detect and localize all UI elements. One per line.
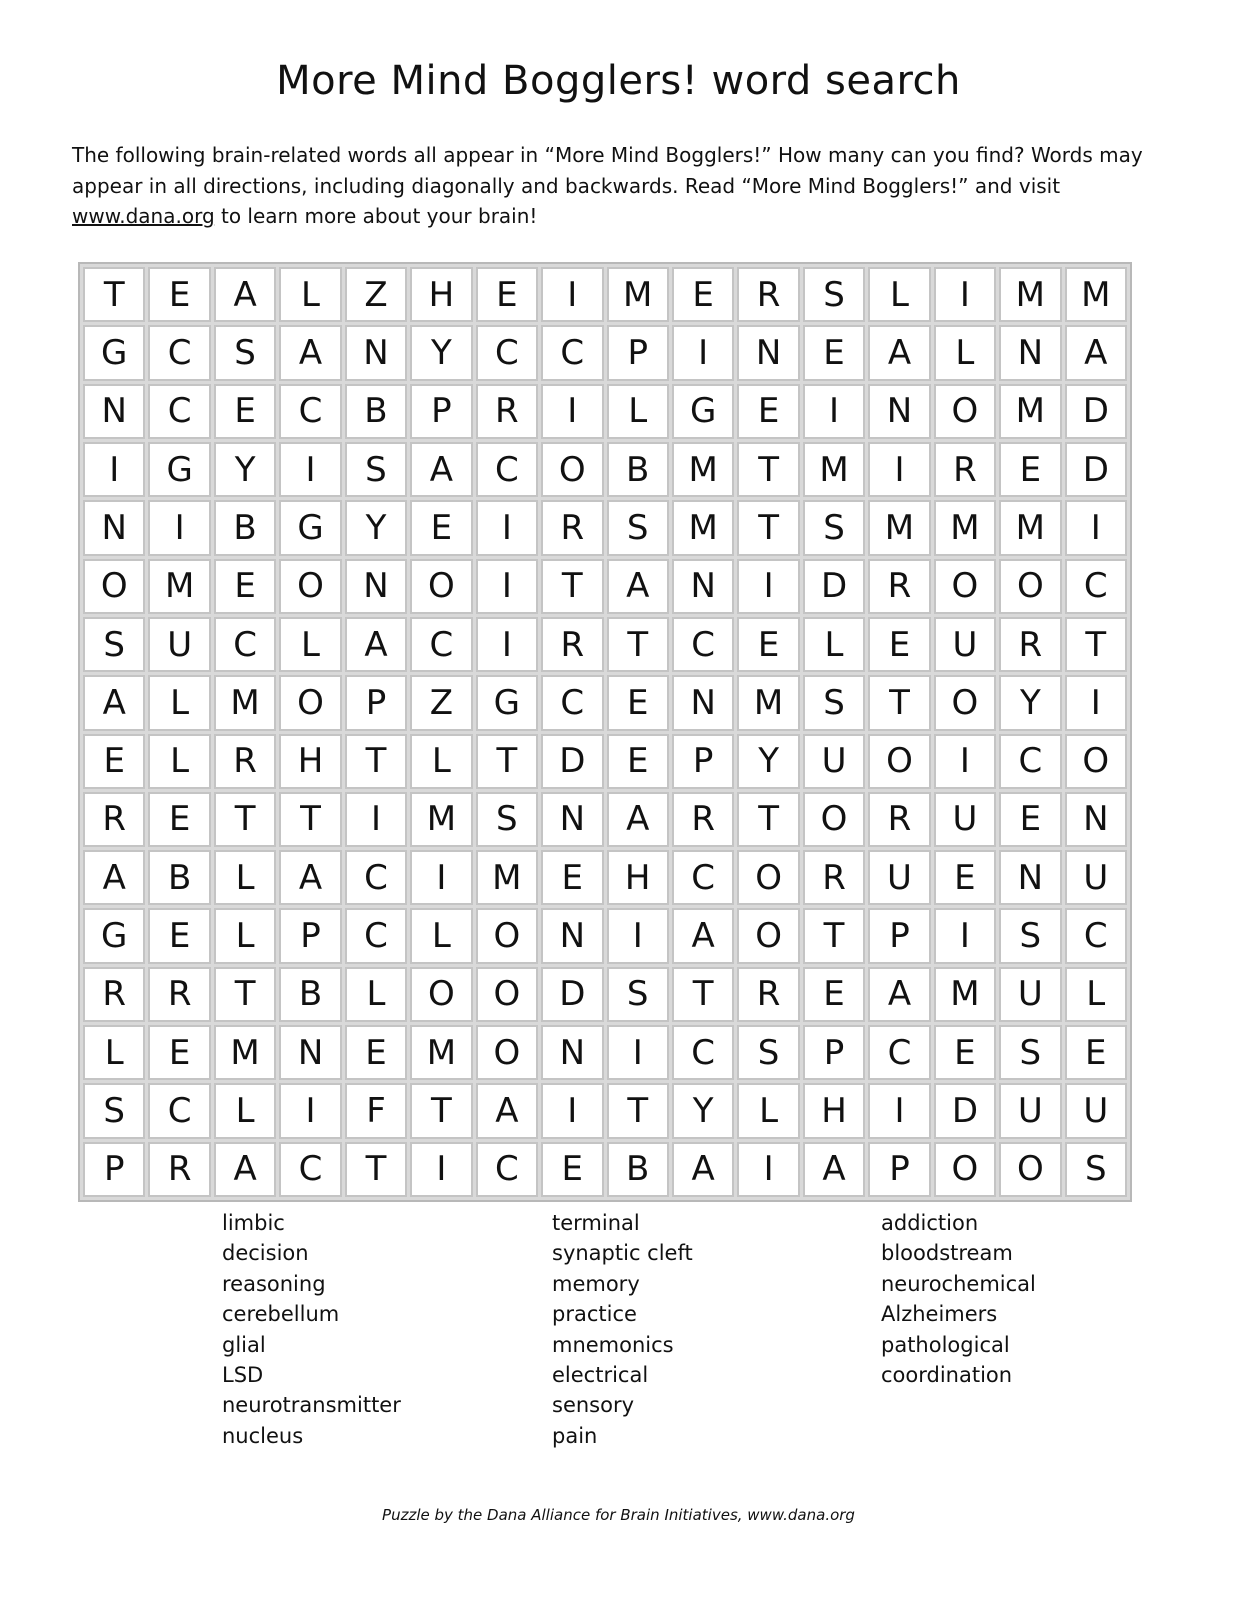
grid-cell[interactable]: E [1065, 1025, 1127, 1080]
grid-cell[interactable]: I [148, 500, 210, 555]
grid-cell[interactable]: M [868, 500, 930, 555]
grid-cell[interactable]: M [607, 267, 669, 322]
grid-cell[interactable]: S [1065, 1142, 1127, 1197]
grid-cell[interactable]: O [737, 850, 799, 905]
grid-cell[interactable]: E [83, 734, 145, 789]
grid-cell[interactable]: L [279, 267, 341, 322]
word-list-item: cerebellum [222, 1302, 340, 1327]
grid-cell[interactable]: S [83, 617, 145, 672]
grid-cell[interactable]: M [999, 384, 1061, 439]
grid-cell[interactable]: I [410, 850, 472, 905]
grid-cell[interactable]: M [1065, 267, 1127, 322]
grid-cell[interactable]: T [737, 500, 799, 555]
grid-cell[interactable]: L [410, 734, 472, 789]
grid-cell[interactable]: O [999, 559, 1061, 614]
grid-cell[interactable]: L [410, 908, 472, 963]
grid-cell[interactable]: L [934, 325, 996, 380]
grid-cell[interactable]: D [1065, 442, 1127, 497]
grid-cell[interactable]: T [279, 792, 341, 847]
grid-cell[interactable]: R [934, 442, 996, 497]
grid-cell[interactable]: N [672, 675, 734, 730]
word-list-item: terminal [552, 1211, 640, 1235]
grid-cell[interactable]: S [999, 1025, 1061, 1080]
grid-cell[interactable]: I [83, 442, 145, 497]
grid-cell[interactable]: O [1065, 734, 1127, 789]
grid-cell[interactable]: N [868, 384, 930, 439]
grid-cell[interactable]: L [148, 675, 210, 730]
grid-cell[interactable]: R [148, 1142, 210, 1197]
grid-cell[interactable]: C [214, 617, 276, 672]
grid-cell[interactable]: P [410, 384, 472, 439]
grid-cell[interactable]: P [868, 908, 930, 963]
grid-cell[interactable]: G [83, 908, 145, 963]
grid-cell[interactable]: R [83, 792, 145, 847]
grid-cell[interactable]: Z [410, 675, 472, 730]
instructions [72, 140, 1172, 232]
grid-cell[interactable]: U [999, 967, 1061, 1022]
grid-cell[interactable]: P [607, 325, 669, 380]
word-list-item: nucleus [222, 1423, 304, 1448]
grid-cell[interactable]: Y [999, 675, 1061, 730]
grid-cell[interactable]: O [934, 384, 996, 439]
grid-cell[interactable]: C [541, 325, 603, 380]
grid-cell[interactable]: I [410, 1142, 472, 1197]
grid-cell[interactable]: S [607, 967, 669, 1022]
grid-cell[interactable]: C [148, 325, 210, 380]
grid-cell[interactable]: E [148, 267, 210, 322]
grid-cell[interactable]: O [737, 908, 799, 963]
grid-cell[interactable]: N [541, 908, 603, 963]
grid-cell[interactable]: M [410, 1025, 472, 1080]
grid-cell[interactable]: E [803, 325, 865, 380]
grid-cell[interactable]: L [214, 850, 276, 905]
word-list-item: practice [552, 1302, 637, 1327]
grid-cell[interactable]: O [868, 734, 930, 789]
grid-cell[interactable]: M [934, 967, 996, 1022]
grid-cell[interactable]: A [868, 967, 930, 1022]
grid-cell[interactable]: R [476, 384, 538, 439]
grid-cell[interactable]: N [672, 559, 734, 614]
grid-cell[interactable]: O [934, 559, 996, 614]
grid-cell[interactable]: N [1065, 792, 1127, 847]
grid-cell[interactable]: N [83, 500, 145, 555]
grid-cell[interactable]: U [1065, 1083, 1127, 1138]
grid-cell[interactable]: C [410, 617, 472, 672]
grid-cell[interactable]: M [214, 1025, 276, 1080]
grid-cell[interactable]: L [803, 617, 865, 672]
grid-cell[interactable]: M [672, 500, 734, 555]
grid-cell[interactable]: R [214, 734, 276, 789]
grid-cell[interactable]: A [476, 1083, 538, 1138]
grid-cell[interactable]: C [279, 384, 341, 439]
grid-cell[interactable]: T [607, 617, 669, 672]
grid-cell[interactable]: U [1065, 850, 1127, 905]
grid-cell[interactable]: P [803, 1025, 865, 1080]
word-list-item: LSD [222, 1363, 264, 1388]
grid-cell[interactable]: I [868, 1083, 930, 1138]
grid-cell[interactable]: D [803, 559, 865, 614]
grid-cell[interactable]: N [999, 850, 1061, 905]
grid-cell[interactable]: C [672, 1025, 734, 1080]
grid-cell[interactable]: B [345, 384, 407, 439]
grid-cell[interactable]: T [737, 442, 799, 497]
grid-cell[interactable]: I [803, 384, 865, 439]
grid-cell[interactable]: H [803, 1083, 865, 1138]
grid-cell[interactable]: E [214, 384, 276, 439]
grid-cell[interactable]: M [999, 267, 1061, 322]
grid-cell[interactable]: T [476, 734, 538, 789]
word-list-item: limbic [222, 1211, 285, 1235]
grid-cell[interactable]: T [214, 792, 276, 847]
word-list-item: neurochemical [881, 1271, 1036, 1296]
grid-cell[interactable]: T [868, 675, 930, 730]
grid-cell[interactable]: R [148, 967, 210, 1022]
grid-cell[interactable]: E [607, 734, 669, 789]
word-list-item: mnemonics [552, 1332, 674, 1357]
grid-cell[interactable]: A [83, 850, 145, 905]
grid-cell[interactable]: M [999, 500, 1061, 555]
word-list-item: addiction [881, 1211, 979, 1235]
grid-cell[interactable]: I [934, 908, 996, 963]
grid-cell[interactable]: O [476, 967, 538, 1022]
grid-cell[interactable]: E [214, 559, 276, 614]
grid-cell[interactable]: C [672, 850, 734, 905]
grid-cell[interactable]: E [803, 967, 865, 1022]
grid-cell[interactable]: Y [214, 442, 276, 497]
grid-cell[interactable]: L [737, 1083, 799, 1138]
grid-cell[interactable]: E [541, 850, 603, 905]
grid-cell[interactable]: S [737, 1025, 799, 1080]
grid-cell[interactable]: M [410, 792, 472, 847]
word-list-item: pathological [881, 1332, 1010, 1357]
grid-cell[interactable]: P [279, 908, 341, 963]
grid-cell[interactable]: R [737, 967, 799, 1022]
grid-cell[interactable]: D [1065, 384, 1127, 439]
grid-cell[interactable]: B [279, 967, 341, 1022]
grid-cell[interactable]: I [868, 442, 930, 497]
grid-cell[interactable]: T [345, 734, 407, 789]
grid-cell[interactable]: P [672, 734, 734, 789]
grid-cell[interactable]: O [999, 1142, 1061, 1197]
grid-cell[interactable]: C [1065, 908, 1127, 963]
grid-cell[interactable]: E [737, 617, 799, 672]
grid-cell[interactable]: S [83, 1083, 145, 1138]
grid-cell[interactable]: E [476, 267, 538, 322]
grid-cell[interactable]: T [83, 267, 145, 322]
word-list-column-1 [222, 1208, 401, 1451]
grid-cell[interactable]: C [345, 850, 407, 905]
grid-cell[interactable]: A [83, 675, 145, 730]
grid-cell[interactable]: A [803, 1142, 865, 1197]
grid-cell[interactable]: S [999, 908, 1061, 963]
grid-cell[interactable]: C [672, 617, 734, 672]
grid-cell[interactable]: I [607, 1025, 669, 1080]
grid-cell[interactable]: O [803, 792, 865, 847]
grid-cell[interactable]: Z [345, 267, 407, 322]
grid-cell[interactable]: I [279, 442, 341, 497]
grid-cell[interactable]: C [1065, 559, 1127, 614]
grid-cell[interactable]: O [476, 908, 538, 963]
grid-cell[interactable]: N [541, 1025, 603, 1080]
grid-cell[interactable]: M [934, 500, 996, 555]
word-list-item: neurotransmitter [222, 1393, 401, 1418]
grid-cell[interactable]: U [999, 1083, 1061, 1138]
grid-cell[interactable]: E [868, 617, 930, 672]
grid-cell[interactable]: M [737, 675, 799, 730]
grid-cell[interactable]: E [737, 384, 799, 439]
instructions-tail: to learn more about your brain! [214, 204, 538, 228]
grid-cell[interactable]: T [607, 1083, 669, 1138]
grid-cell[interactable]: C [476, 442, 538, 497]
grid-cell[interactable]: M [214, 675, 276, 730]
grid-cell[interactable]: S [345, 442, 407, 497]
grid-cell[interactable]: S [803, 675, 865, 730]
grid-cell[interactable]: C [148, 384, 210, 439]
grid-cell[interactable]: C [476, 1142, 538, 1197]
word-list-item: pain [552, 1423, 598, 1448]
grid-cell[interactable]: T [214, 967, 276, 1022]
grid-cell[interactable]: S [607, 500, 669, 555]
grid-cell[interactable]: E [410, 500, 472, 555]
word-list-column-3 [881, 1208, 1036, 1390]
grid-cell[interactable]: N [345, 325, 407, 380]
grid-cell[interactable]: L [148, 734, 210, 789]
grid-cell[interactable]: A [214, 267, 276, 322]
grid-cell[interactable]: Y [410, 325, 472, 380]
grid-cell[interactable]: I [1065, 500, 1127, 555]
grid-cell[interactable]: H [279, 734, 341, 789]
grid-cell[interactable]: H [410, 267, 472, 322]
instructions-text: The following brain-related words all appear in “More Mind Bogglers!” How many can you find? Words may appear in all directions, including diagonally and backwards. Read “More Mind Bogglers!” and visit [72, 143, 1143, 198]
grid-cell[interactable]: D [541, 734, 603, 789]
grid-cell[interactable]: I [737, 1142, 799, 1197]
grid-cell[interactable]: E [607, 675, 669, 730]
grid-cell[interactable]: U [803, 734, 865, 789]
grid-cell[interactable]: I [934, 267, 996, 322]
grid-cell[interactable]: N [999, 325, 1061, 380]
word-list-item: electrical [552, 1363, 649, 1388]
word-list-item: bloodstream [881, 1241, 1013, 1266]
grid-cell[interactable]: U [868, 850, 930, 905]
grid-cell[interactable]: U [148, 617, 210, 672]
grid-cell[interactable]: E [345, 1025, 407, 1080]
grid-cell[interactable]: T [345, 1142, 407, 1197]
grid-cell[interactable]: T [1065, 617, 1127, 672]
word-list-item: sensory [552, 1393, 635, 1418]
grid-cell[interactable]: A [672, 1142, 734, 1197]
grid-cell[interactable]: C [868, 1025, 930, 1080]
grid-cell[interactable]: O [279, 675, 341, 730]
word-list-column-2 [552, 1208, 693, 1451]
grid-cell[interactable]: R [868, 559, 930, 614]
grid-cell[interactable]: E [999, 442, 1061, 497]
grid-cell[interactable]: U [934, 617, 996, 672]
grid-cell[interactable]: E [148, 1025, 210, 1080]
grid-cell[interactable]: L [607, 384, 669, 439]
word-list-item: reasoning [222, 1271, 326, 1296]
grid-cell[interactable]: L [868, 267, 930, 322]
word-search-grid [78, 262, 1132, 1202]
grid-cell[interactable]: C [279, 1142, 341, 1197]
grid-cell[interactable]: L [345, 967, 407, 1022]
grid-cell[interactable]: Y [345, 500, 407, 555]
grid-cell[interactable]: D [541, 967, 603, 1022]
grid-cell[interactable]: P [345, 675, 407, 730]
grid-cell[interactable]: C [999, 734, 1061, 789]
grid-cell[interactable]: C [541, 675, 603, 730]
grid-cell[interactable]: G [279, 500, 341, 555]
grid-cell[interactable]: S [803, 267, 865, 322]
grid-cell[interactable]: A [345, 617, 407, 672]
grid-cell[interactable]: O [279, 559, 341, 614]
word-list-item: decision [222, 1241, 309, 1266]
grid-cell[interactable]: T [803, 908, 865, 963]
grid-cell[interactable]: N [83, 384, 145, 439]
grid-cell[interactable]: R [737, 267, 799, 322]
grid-cell[interactable]: I [476, 500, 538, 555]
grid-cell[interactable]: P [868, 1142, 930, 1197]
grid-cell[interactable]: A [279, 850, 341, 905]
grid-cell[interactable]: F [345, 1083, 407, 1138]
grid-cell[interactable]: G [148, 442, 210, 497]
grid-cell[interactable]: I [672, 325, 734, 380]
grid-cell[interactable]: B [148, 850, 210, 905]
grid-cell[interactable]: N [279, 1025, 341, 1080]
grid-cell[interactable]: A [868, 325, 930, 380]
grid-cell[interactable]: M [672, 442, 734, 497]
word-list-item: coordination [881, 1363, 1013, 1388]
grid-cell[interactable]: O [410, 967, 472, 1022]
letter-grid [83, 267, 1127, 1197]
grid-cell[interactable]: S [214, 325, 276, 380]
grid-cell[interactable]: M [476, 850, 538, 905]
grid-cell[interactable]: O [410, 559, 472, 614]
grid-cell[interactable]: A [410, 442, 472, 497]
grid-cell[interactable]: O [934, 1142, 996, 1197]
grid-cell[interactable]: L [83, 1025, 145, 1080]
footer-credit: Puzzle by the Dana Alliance for Brain Initiatives, www.dana.org [382, 1506, 855, 1524]
grid-cell[interactable]: M [803, 442, 865, 497]
grid-cell[interactable]: G [83, 325, 145, 380]
grid-cell[interactable]: H [607, 850, 669, 905]
grid-cell[interactable]: L [1065, 967, 1127, 1022]
grid-cell[interactable]: T [410, 1083, 472, 1138]
grid-cell[interactable]: C [476, 325, 538, 380]
grid-cell[interactable]: T [737, 792, 799, 847]
grid-cell[interactable]: U [934, 792, 996, 847]
grid-cell[interactable]: N [541, 792, 603, 847]
grid-cell[interactable]: B [214, 500, 276, 555]
grid-cell[interactable]: Y [672, 1083, 734, 1138]
grid-cell[interactable]: A [214, 1142, 276, 1197]
grid-cell[interactable]: I [541, 267, 603, 322]
grid-cell[interactable]: G [672, 384, 734, 439]
grid-cell[interactable]: S [476, 792, 538, 847]
grid-cell[interactable]: C [345, 908, 407, 963]
grid-cell[interactable]: R [868, 792, 930, 847]
grid-cell[interactable]: I [476, 559, 538, 614]
grid-cell[interactable]: C [148, 1083, 210, 1138]
grid-cell[interactable]: I [279, 1083, 341, 1138]
grid-cell[interactable]: I [541, 384, 603, 439]
grid-cell[interactable]: T [541, 559, 603, 614]
grid-cell[interactable]: O [934, 675, 996, 730]
grid-cell[interactable]: O [476, 1025, 538, 1080]
word-list-item: Alzheimers [881, 1302, 998, 1327]
grid-cell[interactable]: E [934, 850, 996, 905]
grid-cell[interactable]: N [737, 325, 799, 380]
grid-cell[interactable]: Y [737, 734, 799, 789]
grid-cell[interactable]: B [607, 442, 669, 497]
grid-cell[interactable]: B [607, 1142, 669, 1197]
grid-cell[interactable]: M [148, 559, 210, 614]
grid-cell[interactable]: A [607, 559, 669, 614]
grid-cell[interactable]: N [345, 559, 407, 614]
grid-cell[interactable]: A [672, 908, 734, 963]
grid-cell[interactable]: I [934, 734, 996, 789]
grid-cell[interactable]: R [83, 967, 145, 1022]
grid-cell[interactable]: A [607, 792, 669, 847]
word-list-item: glial [222, 1332, 266, 1357]
grid-cell[interactable]: L [214, 908, 276, 963]
grid-cell[interactable]: O [83, 559, 145, 614]
grid-cell[interactable]: R [999, 617, 1061, 672]
dana-link[interactable]: www.dana.org [72, 204, 215, 228]
grid-cell[interactable]: R [541, 617, 603, 672]
grid-cell[interactable]: R [672, 792, 734, 847]
grid-cell[interactable]: L [214, 1083, 276, 1138]
grid-cell[interactable]: S [803, 500, 865, 555]
grid-cell[interactable]: E [672, 267, 734, 322]
grid-cell[interactable]: E [148, 908, 210, 963]
grid-cell[interactable]: E [541, 1142, 603, 1197]
grid-cell[interactable]: P [83, 1142, 145, 1197]
grid-cell[interactable]: R [803, 850, 865, 905]
grid-cell[interactable]: I [1065, 675, 1127, 730]
grid-cell[interactable]: I [541, 1083, 603, 1138]
grid-cell[interactable]: E [999, 792, 1061, 847]
grid-cell[interactable]: I [737, 559, 799, 614]
grid-cell[interactable]: L [279, 617, 341, 672]
grid-cell[interactable]: I [345, 792, 407, 847]
grid-cell[interactable]: I [476, 617, 538, 672]
grid-cell[interactable]: A [1065, 325, 1127, 380]
page-title: More Mind Bogglers! word search [276, 58, 961, 104]
word-list-item: memory [552, 1271, 640, 1296]
word-list-item: synaptic cleft [552, 1241, 693, 1266]
grid-cell[interactable]: A [279, 325, 341, 380]
grid-cell[interactable]: I [607, 908, 669, 963]
grid-cell[interactable]: D [934, 1083, 996, 1138]
grid-cell[interactable]: E [934, 1025, 996, 1080]
grid-cell[interactable]: E [148, 792, 210, 847]
grid-cell[interactable]: T [672, 967, 734, 1022]
grid-cell[interactable]: G [476, 675, 538, 730]
grid-cell[interactable]: R [541, 500, 603, 555]
grid-cell[interactable]: O [541, 442, 603, 497]
